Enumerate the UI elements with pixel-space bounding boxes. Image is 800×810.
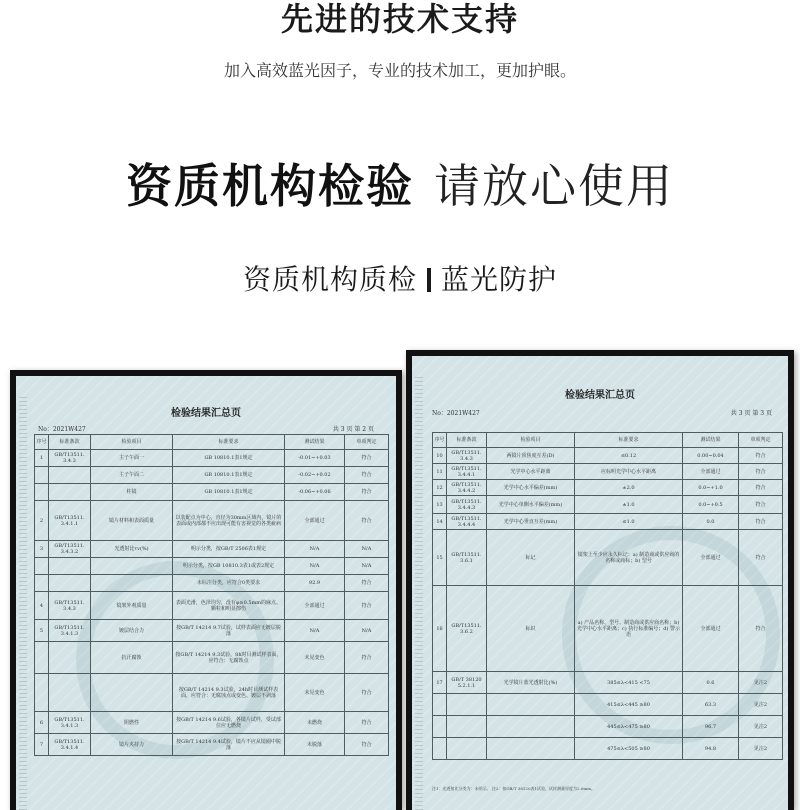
test-result: 未燃烧 <box>285 712 345 734</box>
row-number: 10 <box>433 448 447 464</box>
standard-clause: GB/T13511. 3.4.4.4 <box>447 514 487 530</box>
judgement: 符合 <box>739 464 783 480</box>
standard-clause <box>49 558 91 575</box>
feature-title: 先进的技术支持 <box>280 0 519 38</box>
table-row <box>433 694 783 716</box>
requirement: ±1.0 <box>575 496 683 514</box>
table-header-cell: 序号 <box>433 433 447 448</box>
judgement: 符合 <box>739 530 783 586</box>
standard-clause: GB/T13511. 3.4.4.1 <box>447 464 487 480</box>
requirement: 415≤λ<445 ≥80 <box>575 694 683 716</box>
test-item <box>91 575 173 592</box>
judgement: 符合 <box>345 501 389 541</box>
watermark-strip <box>19 396 27 810</box>
tagline <box>0 258 800 298</box>
test-result: 92.9 <box>285 575 345 592</box>
certificate-right-paper <box>412 356 788 810</box>
judgement: 符合 <box>345 712 389 734</box>
requirement: 385≤λ<415 <75 <box>575 672 683 694</box>
judgement: 符合 <box>345 450 389 467</box>
headline-light: 请放心使用 <box>434 159 674 213</box>
table-header-cell: 单项判定 <box>345 435 389 450</box>
requirement: 明示分类，按GB/T 2506表1规定 <box>173 541 285 558</box>
standard-clause: GB/T13511. 3.4.4.2 <box>447 480 487 496</box>
test-item: 镜片材料和表面质量 <box>91 501 173 541</box>
test-item: 两镜片顶焦度互差(D) <box>487 448 575 464</box>
standard-clause: GB/T13511. 3.4.1.4 <box>49 734 91 756</box>
test-result: 0.0~+0.5 <box>683 496 739 514</box>
test-item: 阻燃性 <box>91 712 173 734</box>
judgement: 符合 <box>739 514 783 530</box>
watermark-strip <box>415 376 423 810</box>
table-header-cell: 测试结果 <box>683 433 739 448</box>
judgement: 符合 <box>345 467 389 484</box>
certificate-left-title: 检验结果汇总页 <box>171 408 241 419</box>
row-number <box>433 738 447 760</box>
test-result: 全部通过 <box>683 464 739 480</box>
row-number: 14 <box>433 514 447 530</box>
table-row <box>433 448 783 464</box>
judgement: 符合 <box>739 448 783 464</box>
standard-clause: GB/T13511. 3.6.1 <box>447 530 487 586</box>
table-row <box>35 484 389 501</box>
standard-clause: GB/T13511. 3.6.2 <box>447 586 487 672</box>
certificate-left <box>10 370 402 810</box>
judgement: 符合 <box>345 674 389 712</box>
row-number: 12 <box>433 480 447 496</box>
headline <box>0 150 800 216</box>
judgement: N/A <box>345 541 389 558</box>
test-item: 柱镜 <box>91 484 173 501</box>
test-result: 全部通过 <box>285 592 345 620</box>
row-number: 17 <box>433 672 447 694</box>
table-header-cell: 测试结果 <box>285 435 345 450</box>
judgement: 符合 <box>345 642 389 674</box>
requirement: GB 10810.1表1规定 <box>173 450 285 467</box>
requirement: 按GB/T 14214 9.6试验，各镜片试样，受试部位应无燃烧 <box>173 712 285 734</box>
test-item: 光学镜片蓝光透射比(%) <box>487 672 575 694</box>
test-item <box>91 558 173 575</box>
standard-clause <box>49 674 91 712</box>
divider-bar <box>427 268 431 292</box>
test-item: 光学中心水平距离 <box>487 464 575 480</box>
test-item: 标记 <box>487 530 575 586</box>
requirement: GB 10810.1表1规定 <box>173 467 285 484</box>
requirement: 按GB/T 14214 9.4试验，镜片不应从镜圈中脱落 <box>173 734 285 756</box>
test-item: 镜片夹持力 <box>91 734 173 756</box>
judgement: 符合 <box>739 586 783 672</box>
tagline-right: 蓝光防护 <box>441 263 558 296</box>
table-row <box>433 530 783 586</box>
headline-bold: 资质机构检验 <box>126 159 414 213</box>
feature-subtitle: 加入高效蓝光因子，专业的技术加工，更加护眼。 <box>223 61 576 80</box>
judgement: 见注2 <box>739 672 783 694</box>
certificate-right <box>406 350 794 810</box>
table-row <box>35 674 389 712</box>
table-header-row <box>433 433 783 448</box>
test-result: 94.8 <box>683 738 739 760</box>
requirement: ±2.0 <box>575 480 683 496</box>
test-result: N/A <box>285 558 345 575</box>
results-table-right <box>432 432 783 760</box>
table-header-cell: 标准条款 <box>49 435 91 450</box>
requirement: 表面光滑，色泽均匀，没有φ≥0.5mm的麻点、颗粒和明显擦伤 <box>173 592 285 620</box>
row-number: 13 <box>433 496 447 514</box>
requirement: 镜架上至少应永久标记：a) 制造商或供应商的名称或商标；b) 型号 <box>575 530 683 586</box>
table-header-cell: 检验项目 <box>91 435 173 450</box>
table-row <box>35 592 389 620</box>
row-number: 3 <box>35 541 49 558</box>
table-row <box>433 480 783 496</box>
row-number: 15 <box>433 530 447 586</box>
row-number <box>35 575 49 592</box>
test-result: 0.6 <box>683 672 739 694</box>
certificate-left-page: 共 3 页 第 2 页 <box>332 426 374 433</box>
judgement: 符合 <box>345 575 389 592</box>
table-header-cell: 序号 <box>35 435 49 450</box>
test-result: 全部通过 <box>285 501 345 541</box>
row-number: 2 <box>35 501 49 541</box>
judgement: 符合 <box>345 734 389 756</box>
row-number <box>35 558 49 575</box>
test-item: 主子午面二 <box>91 467 173 484</box>
test-item <box>487 716 575 738</box>
table-row <box>433 738 783 760</box>
table-row <box>433 586 783 672</box>
standard-clause: GB/T13511. 3.4.3 <box>447 448 487 464</box>
judgement: 符合 <box>345 592 389 620</box>
row-number <box>35 467 49 484</box>
standard-clause: GB/T13511. 3.4.3 <box>49 592 91 620</box>
requirement: 未标注分类，应符合0类要求 <box>173 575 285 592</box>
standard-clause <box>447 694 487 716</box>
test-result: 96.7 <box>683 716 739 738</box>
test-result: -0.01~+0.03 <box>285 450 345 467</box>
results-table-left <box>34 434 389 756</box>
row-number: 4 <box>35 592 49 620</box>
certificate-left-paper <box>16 376 396 810</box>
judgement: 符合 <box>345 484 389 501</box>
row-number <box>35 642 49 674</box>
test-item: 镜架外观质量 <box>91 592 173 620</box>
requirement: ≤0.12 <box>575 448 683 464</box>
standard-clause <box>49 575 91 592</box>
table-row <box>35 501 389 541</box>
judgement: 见注2 <box>739 738 783 760</box>
requirement: ≤1.0 <box>575 514 683 530</box>
table-row <box>35 620 389 642</box>
row-number <box>433 716 447 738</box>
test-item: 光学中心单侧水平偏差(mm) <box>487 496 575 514</box>
row-number: 6 <box>35 712 49 734</box>
row-number: 16 <box>433 586 447 672</box>
row-number <box>433 694 447 716</box>
certificate-notes: 注1：光透射比分类为：未明示。 注2：按GB/T 38120表1试验，试样测量厚度为2.0mm。 <box>432 786 595 791</box>
table-row <box>35 712 389 734</box>
test-result: 全部通过 <box>683 530 739 586</box>
test-result: 0.00~0.04 <box>683 448 739 464</box>
table-row <box>433 672 783 694</box>
requirement: 475≤λ<505 ≥80 <box>575 738 683 760</box>
test-result: 0.0~+1.0 <box>683 480 739 496</box>
judgement: N/A <box>345 620 389 642</box>
test-result: 未见变色 <box>285 642 345 674</box>
test-result: N/A <box>285 541 345 558</box>
requirement: 按GB/T 14214 9.3试验，24h时目测试样表面，应符合：无腐蚀点或变色、镀层不剥落 <box>173 674 285 712</box>
test-item: 光透射比τv(%) <box>91 541 173 558</box>
row-number: 1 <box>35 450 49 467</box>
judgement: N/A <box>345 558 389 575</box>
tagline-left: 资质机构质检 <box>242 263 417 296</box>
row-number <box>35 674 49 712</box>
requirement: 应标明光学中心水平距离 <box>575 464 683 480</box>
standard-clause: GB/T13511. 3.4.1.3 <box>49 620 91 642</box>
standard-clause: GB/T13511. 3.4.4.3 <box>447 496 487 514</box>
test-item: 抗汗腐蚀 <box>91 642 173 674</box>
test-result: N/A <box>285 620 345 642</box>
table-row <box>35 642 389 674</box>
standard-clause <box>49 642 91 674</box>
requirement: 按GB/T 14214 9.7试验，试样表面应无镀层脱落 <box>173 620 285 642</box>
row-number: 7 <box>35 734 49 756</box>
table-row <box>35 734 389 756</box>
test-result: 未脱落 <box>285 734 345 756</box>
row-number: 11 <box>433 464 447 480</box>
certificate-right-number: No：2021W427 <box>432 410 480 417</box>
test-item <box>91 674 173 712</box>
table-row <box>35 450 389 467</box>
judgement: 符合 <box>739 480 783 496</box>
judgement: 见注2 <box>739 694 783 716</box>
test-item <box>487 694 575 716</box>
judgement: 见注2 <box>739 716 783 738</box>
standard-clause <box>49 467 91 484</box>
standard-clause: GB/T13511. 3.4.1.3 <box>49 712 91 734</box>
table-row <box>35 541 389 558</box>
test-result: -0.02~+0.02 <box>285 467 345 484</box>
row-number: 5 <box>35 620 49 642</box>
test-result: 63.3 <box>683 694 739 716</box>
test-result: 全部通过 <box>683 586 739 672</box>
certificate-right-page: 共 3 页 第 3 页 <box>730 410 772 417</box>
standard-clause <box>49 484 91 501</box>
table-row <box>433 496 783 514</box>
table-row <box>35 575 389 592</box>
test-item <box>487 738 575 760</box>
test-item: 标识 <box>487 586 575 672</box>
standard-clause <box>447 738 487 760</box>
table-header-row <box>35 435 389 450</box>
test-result: 0.0 <box>683 514 739 530</box>
standard-clause: GB/T13511. 3.4.1.1 <box>49 501 91 541</box>
requirement: 445≤λ<475 ≥80 <box>575 716 683 738</box>
table-row <box>433 716 783 738</box>
standard-clause: GB/T13511. 3.4.3 <box>49 450 91 467</box>
test-result: -0.06~+0.06 <box>285 484 345 501</box>
test-item: 主子午面一 <box>91 450 173 467</box>
table-header-cell: 单项判定 <box>739 433 783 448</box>
table-header-cell: 标准条款 <box>447 433 487 448</box>
table-header-cell: 标准要求 <box>575 433 683 448</box>
certificate-left-number: No：2021W427 <box>38 426 86 433</box>
requirement: a) 产品名称、型号、制造商或供应商名称；b) 光学中心水平距离；c) 执行标准编号；d) 警示语 <box>575 586 683 672</box>
table-row <box>433 514 783 530</box>
standard-clause: GB/T13511. 3.4.3.2 <box>49 541 91 558</box>
requirement: GB 10810.1表1规定 <box>173 484 285 501</box>
table-row <box>35 558 389 575</box>
requirement: 明示分类，按GB 10810.3表1或表2规定 <box>173 558 285 575</box>
test-item: 光学中心水平偏差(mm) <box>487 480 575 496</box>
test-result: 未见变色 <box>285 674 345 712</box>
test-item: 光学中心垂直互差(mm) <box>487 514 575 530</box>
requirement: 以装配点为中心，直径为30mm区域内，镜片的表面或内部都不应出现可能有害视觉的各类疵病 <box>173 501 285 541</box>
row-number <box>35 484 49 501</box>
table-header-cell: 检验项目 <box>487 433 575 448</box>
requirement: 按GB/T 14214 9.3试验，8h时目测试样表面，应符合：无腐蚀点 <box>173 642 285 674</box>
table-row <box>433 464 783 480</box>
test-item: 镀层结合力 <box>91 620 173 642</box>
judgement: 符合 <box>739 496 783 514</box>
standard-clause: GB/T 38120 5.2.1.1 <box>447 672 487 694</box>
certificate-right-title: 检验结果汇总页 <box>565 390 635 401</box>
table-header-cell: 标准要求 <box>173 435 285 450</box>
table-row <box>35 467 389 484</box>
standard-clause <box>447 716 487 738</box>
